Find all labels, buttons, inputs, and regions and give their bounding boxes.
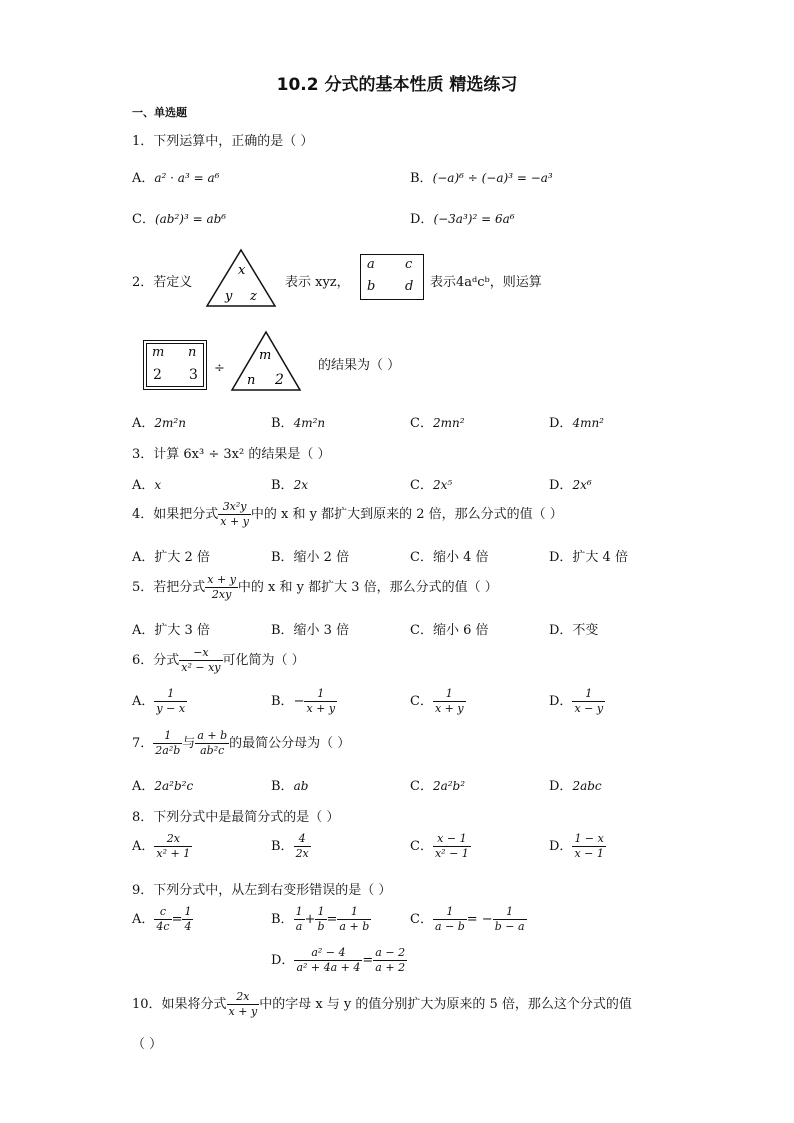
fraction [154, 687, 187, 716]
fraction-numerator: 1 [304, 687, 337, 702]
fraction-numerator: 1 [572, 687, 605, 702]
fraction-denominator: a − b [434, 919, 465, 933]
question-3-stem: 3．计算 6x³ ÷ 3x² 的结果是（ ） [132, 447, 331, 462]
option-label: D． [271, 952, 295, 968]
option-label: C． [410, 478, 433, 493]
question-8-option-a[interactable] [132, 832, 192, 861]
fraction-numerator: 1 [493, 905, 527, 920]
fraction-denominator: 2x [295, 846, 309, 860]
fraction-denominator: 2a²b [155, 743, 181, 757]
question-4-option-c[interactable]: C．缩小 4 倍 [410, 550, 489, 565]
option-label: C． [410, 693, 433, 709]
fraction-denominator: x − y [574, 701, 604, 715]
stem-suffix: 中的字母 x 与 y 的值分别扩大为原来的 5 倍，那么这个分式的值 [259, 996, 632, 1012]
option-label: A． [132, 416, 155, 431]
fraction-numerator: 1 [433, 905, 467, 920]
option-label: D． [549, 416, 573, 431]
fraction [227, 990, 260, 1019]
question-2-prefix: 2．若定义 [132, 275, 193, 290]
fraction [294, 832, 311, 861]
fraction-denominator: a² + 4a + 4 [296, 960, 361, 974]
fraction-numerator: x − 1 [433, 832, 471, 847]
triangle2-top-label: m [259, 348, 272, 363]
fraction-numerator: a + b [197, 729, 228, 742]
option-math: ab [293, 779, 309, 793]
fraction [433, 905, 467, 934]
stem-suffix: 中的 x 和 y 都扩大到原来的 2 倍，那么分式的值（ ） [250, 506, 563, 522]
equals-sign: = [326, 911, 338, 927]
fraction [195, 729, 229, 758]
fraction-denominator: x² − 1 [434, 846, 469, 860]
fraction [493, 905, 527, 934]
box-2-label: 2 [153, 367, 162, 383]
option-math: (−3a³)² = 6a⁶ [433, 212, 515, 226]
fraction-numerator: −x [179, 646, 222, 661]
question-5-option-b[interactable]: B．缩小 3 倍 [271, 623, 350, 638]
triangle-mn2-figure [230, 330, 302, 392]
question-5-option-a[interactable]: A．扩大 3 倍 [132, 623, 210, 638]
question-2-result: 的结果为（ ） [318, 358, 401, 373]
fraction-numerator: 1 [315, 905, 326, 920]
option-label: C． [410, 416, 433, 431]
fraction-numerator: 3x²y [218, 500, 251, 515]
fraction [433, 832, 471, 861]
fraction-denominator: x² − xy [181, 660, 221, 674]
stem-prefix: 5．若把分式 [132, 579, 206, 595]
fraction-denominator: 2xy [211, 587, 232, 601]
option-label: B． [271, 911, 294, 927]
fraction-denominator: x + y [228, 1004, 258, 1018]
option-label: A． [132, 478, 155, 493]
question-9-stem: 9．下列分式中，从左到右变形错误的是（ ） [132, 883, 392, 898]
option-label: C． [410, 838, 433, 854]
fraction [294, 905, 305, 934]
question-6-option-d[interactable] [549, 687, 605, 716]
option-math: a² · a³ = a⁶ [154, 171, 220, 185]
box-b-label: b [367, 279, 376, 294]
stem-prefix: 4．如果把分式 [132, 506, 219, 522]
box-n-label: n [188, 345, 197, 360]
fraction-numerator: 1 [153, 729, 182, 744]
question-6-option-a[interactable] [132, 687, 187, 716]
triangle-top-label: x [238, 263, 246, 278]
option-math: (ab²)³ = ab⁶ [154, 212, 227, 226]
option-label: C． [132, 212, 155, 227]
fraction-denominator: b − a [494, 919, 525, 933]
question-9-option-b[interactable] [271, 905, 371, 934]
option-math: 2a²b² [432, 779, 466, 793]
box-a-label: a [367, 257, 375, 272]
fraction-denominator: y − x [156, 701, 186, 715]
fraction-numerator: 1 [337, 905, 371, 920]
question-2-option-c[interactable] [410, 412, 465, 431]
fraction [205, 573, 238, 602]
option-label: C． [410, 911, 433, 927]
question-2-option-a[interactable] [132, 412, 186, 431]
fraction [373, 946, 407, 975]
question-1-stem: 1．下列运算中，正确的是（ ） [132, 134, 314, 149]
question-4-stem [132, 500, 563, 529]
question-2-option-b[interactable] [271, 412, 325, 431]
page-title: 10.2 分式的基本性质 精选练习 [276, 75, 518, 95]
question-8-option-d[interactable] [549, 832, 606, 861]
question-6-stem [132, 646, 305, 675]
option-math: 2m²n [154, 416, 186, 430]
fraction [154, 832, 192, 861]
question-10-stem [132, 990, 632, 1019]
question-7-option-d[interactable] [549, 775, 602, 794]
fraction-numerator: 1 − x [574, 832, 604, 845]
minus-sign: − [293, 693, 305, 709]
fraction-denominator: x + y [220, 514, 249, 528]
option-label: A． [132, 779, 155, 794]
option-label: D． [549, 838, 573, 854]
question-9-option-c[interactable] [410, 905, 527, 934]
fraction-denominator: ab²c [200, 743, 225, 757]
question-9-option-d[interactable] [271, 946, 407, 975]
box-mn23-figure [143, 340, 207, 390]
question-10-answer-blank: （ ） [132, 1037, 163, 1052]
option-math: 2x [293, 478, 308, 492]
stem-suffix: 可化简为（ ） [222, 652, 305, 668]
question-5-stem [132, 573, 498, 602]
fraction-denominator: a [295, 919, 303, 933]
fraction-denominator: 4c [156, 919, 170, 933]
stem-prefix: 10．如果将分式 [132, 996, 227, 1012]
option-label: B． [271, 779, 294, 794]
triangle2-left-label: n [247, 373, 256, 388]
section-heading: 一、单选题 [132, 106, 187, 119]
plus-sign: + [304, 911, 316, 927]
box-c-label: c [405, 257, 413, 272]
fraction [337, 905, 371, 934]
fraction-denominator: b [317, 919, 325, 933]
option-label: A． [132, 693, 155, 709]
fraction-numerator: a² − 4 [294, 946, 362, 961]
option-label: B． [271, 693, 294, 709]
fraction-numerator: 4 [294, 832, 311, 847]
question-1-option-b[interactable] [410, 167, 553, 186]
fraction [433, 687, 466, 716]
question-1-option-a[interactable] [132, 167, 219, 186]
box-3-label: 3 [189, 367, 198, 383]
option-math: 2mn² [432, 416, 465, 430]
question-7-option-b[interactable] [271, 775, 308, 794]
fraction [179, 646, 222, 675]
fraction-denominator: a + 2 [375, 960, 406, 974]
fraction-denominator: x − 1 [574, 846, 604, 860]
fraction-denominator: 4 [184, 919, 192, 933]
option-math: 4mn² [572, 416, 604, 430]
stem-suffix: 的最简公分母为（ ） [229, 735, 351, 751]
question-8-stem: 8．下列分式中是最简分式的是（ ） [132, 810, 340, 825]
question-6-option-b[interactable] [271, 687, 337, 716]
stem-prefix: 7． [132, 735, 154, 751]
option-math: 2a²b²c [154, 779, 194, 793]
fraction-numerator: 2x [227, 990, 260, 1005]
fraction-numerator: 1 [295, 905, 303, 918]
stem-suffix: 中的 x 和 y 都扩大 3 倍，那么分式的值（ ） [237, 579, 498, 595]
option-label: D． [410, 212, 434, 227]
option-label: D． [549, 779, 573, 794]
question-3-option-c[interactable] [410, 474, 452, 493]
fraction-numerator: 1 [154, 687, 187, 702]
fraction-numerator: 2x [154, 832, 192, 847]
fraction [315, 905, 326, 934]
question-6-option-c[interactable] [410, 687, 466, 716]
question-2-means-box: 表示4aᵈcᵇ，则运算 [430, 275, 542, 290]
option-math: x [154, 478, 162, 492]
option-math: 2x⁶ [572, 478, 592, 492]
question-3-option-a[interactable] [132, 474, 161, 493]
box-m-label: m [152, 345, 165, 360]
box-abcd-figure [360, 254, 424, 300]
option-label: B． [271, 416, 294, 431]
option-label: D． [549, 478, 573, 493]
equals-sign: = [362, 952, 374, 968]
option-label: B． [271, 478, 294, 493]
fraction [572, 687, 605, 716]
question-5-option-d[interactable]: D．不变 [549, 623, 599, 638]
question-4-option-a[interactable]: A．扩大 2 倍 [132, 550, 210, 565]
option-label: C． [410, 779, 433, 794]
stem-middle: 与 [182, 735, 196, 751]
option-label: A． [132, 838, 155, 854]
triangle-left-label: y [225, 289, 233, 304]
fraction [154, 905, 171, 934]
equals-sign: = [171, 911, 183, 927]
fraction [572, 832, 605, 861]
question-3-option-d[interactable] [549, 474, 592, 493]
option-math: 2x⁵ [432, 478, 453, 492]
option-math: (−a)⁶ ÷ (−a)³ = −a³ [432, 171, 553, 185]
fraction-denominator: x² + 1 [156, 846, 191, 860]
question-7-option-c[interactable] [410, 775, 465, 794]
triangle-xyz-figure [205, 248, 277, 308]
box-d-label: d [405, 279, 414, 294]
question-9-option-a[interactable] [132, 905, 193, 934]
triangle2-right-label: 2 [275, 372, 284, 388]
fraction-numerator: 1 [433, 687, 466, 702]
option-label: B． [271, 838, 294, 854]
question-5-option-c[interactable]: C．缩小 6 倍 [410, 623, 489, 638]
question-2-means-xyz: 表示 xyz， [285, 275, 350, 290]
question-3-option-b[interactable] [271, 474, 308, 493]
option-math: 2abc [572, 779, 602, 793]
option-math: 4m²n [293, 416, 326, 430]
option-label: A． [132, 911, 155, 927]
fraction [304, 687, 337, 716]
triangle-right-label: z [250, 289, 257, 304]
fraction [218, 500, 251, 529]
equals-minus-sign: = − [466, 911, 493, 927]
question-7-option-a[interactable] [132, 775, 193, 794]
option-label: A． [132, 171, 155, 186]
question-7-stem [132, 729, 350, 758]
question-8-option-c[interactable] [410, 832, 471, 861]
division-sign: ÷ [214, 361, 225, 376]
fraction-denominator: x + y [434, 701, 464, 715]
fraction-numerator: c [154, 905, 171, 920]
fraction-numerator: a − 2 [375, 946, 406, 959]
question-4-option-d[interactable]: D．扩大 4 倍 [549, 550, 628, 565]
question-2-option-d[interactable] [549, 412, 604, 431]
question-8-option-b[interactable] [271, 832, 311, 861]
fraction-numerator: 1 [184, 905, 192, 918]
question-1-option-d[interactable] [410, 208, 515, 227]
question-1-option-c[interactable] [132, 208, 226, 227]
question-4-option-b[interactable]: B．缩小 2 倍 [271, 550, 350, 565]
fraction-denominator: x + y [306, 701, 336, 715]
fraction-numerator: x + y [207, 573, 236, 586]
fraction [153, 729, 182, 758]
fraction [294, 946, 362, 975]
stem-prefix: 6．分式 [132, 652, 180, 668]
fraction [182, 905, 193, 934]
option-label: D． [549, 693, 573, 709]
option-label: B． [410, 171, 433, 186]
fraction-denominator: a + b [339, 919, 370, 933]
